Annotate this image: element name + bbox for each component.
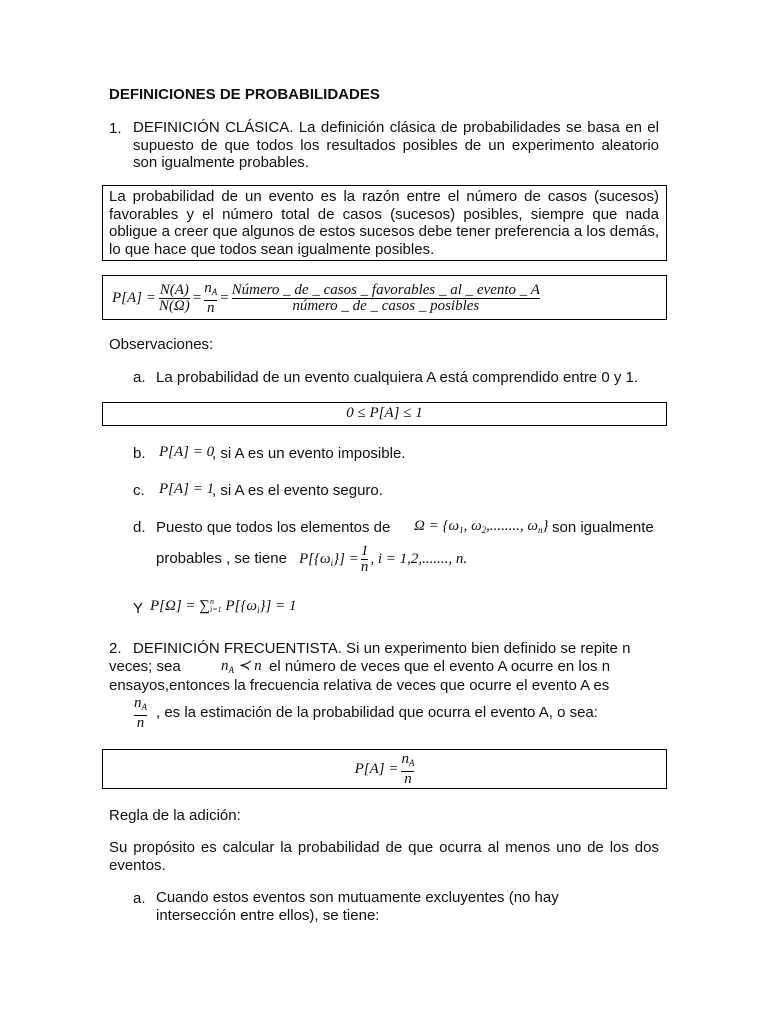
formula-d2 xyxy=(299,541,467,577)
freq-num-sub: A xyxy=(408,757,415,768)
obs-d-label: d. xyxy=(133,519,146,536)
formula-b: P[A] = 0 xyxy=(159,444,215,460)
formula-lhs: P[A] = xyxy=(112,289,156,306)
fr-num-main: n xyxy=(134,695,142,711)
equals-sign: = xyxy=(192,289,202,306)
fr-num xyxy=(134,696,147,715)
omega-sub-1: 1 xyxy=(459,525,464,535)
omega-set-start: Ω = {ω xyxy=(414,518,460,534)
formula-classic xyxy=(112,280,540,316)
freq-num xyxy=(401,752,414,771)
sum-lower: i=1 xyxy=(210,605,222,614)
d2-mid: }] = xyxy=(333,550,359,567)
section2-line4: , es la estimación de la probabilidad que ocurra el evento A, o sea: xyxy=(156,704,598,721)
fraction-na-over-n xyxy=(134,696,147,731)
omega-sub-n: n xyxy=(538,525,543,535)
omega-set-2: , ω xyxy=(463,518,482,534)
fr-den: n xyxy=(134,715,147,731)
omega-set-end: } xyxy=(542,518,549,534)
obs-b-text: , si A es un evento imposible. xyxy=(212,445,406,462)
omega-sub-2: 2 xyxy=(481,525,487,535)
frac2-den: n xyxy=(204,300,217,316)
d2-sub-i: i xyxy=(330,557,334,568)
page-title: DEFINICIONES DE PROBABILIDADES xyxy=(109,86,380,103)
fraction-nA-nOmega xyxy=(159,283,190,314)
frac3-num: Número _ de _ casos _ favorables _ al _ evento _ A xyxy=(231,281,540,298)
formula-range-text: 0 ≤ P[A] ≤ 1 xyxy=(346,405,423,421)
formula-na-prec-n xyxy=(221,656,262,675)
obs-c-label: c. xyxy=(133,482,145,499)
section2-line2b: el número de veces que el evento A ocurre en los n xyxy=(269,658,611,675)
obs-b-label: b. xyxy=(133,445,146,462)
section2-line1: DEFINICIÓN FRECUENTISTA. Si un experimento bien definido se repite n xyxy=(133,640,631,657)
definition-box xyxy=(102,185,667,261)
formula-freq xyxy=(103,752,666,786)
regla-a-label: a. xyxy=(133,890,146,907)
regla-a-text: Cuando estos eventos son mutuamente excluyentes (no hay intersección entre ellos), se tiene: xyxy=(156,889,559,924)
na-main: n xyxy=(221,658,229,674)
d2-num: 1 xyxy=(360,542,369,559)
frac1-num: N(A) xyxy=(159,281,189,298)
definition-text: La probabilidad de un evento es la razón entre el número de casos (sucesos) favorables y el número total de casos (sucesos) posibles, siempre que nada obligue a creer que algunos de estos sucesos debe tener preferencia a los demás, lo que hace que todos sean igualmente posibles. xyxy=(109,188,659,258)
omega-set-dots: ,........, ω xyxy=(486,518,538,534)
formula-range-box xyxy=(102,402,667,426)
obs-c-text: , si A es el evento seguro. xyxy=(212,482,383,499)
section2-line3: ensayos,entonces la frecuencia relativa de veces que ocurre el evento A es xyxy=(109,677,610,694)
obs-d-text2: son igualmente xyxy=(552,519,654,536)
sum-lhs: P[Ω] = ∑ xyxy=(150,598,210,614)
section2-number: 2. xyxy=(109,640,122,657)
frac2-num xyxy=(204,281,217,300)
obs-d-text3: probables , se tiene xyxy=(156,550,287,567)
section2-line2a: veces; sea xyxy=(109,658,181,675)
fraction-na-over-n-inner xyxy=(134,696,147,731)
regla-text: Su propósito es calcular la probabilidad de que ocurra al menos uno de los dos eventos. xyxy=(109,839,659,874)
freq-lhs: P[A] = xyxy=(354,760,399,777)
freq-fraction xyxy=(401,752,414,787)
d2-rest: , i = 1,2,......., n. xyxy=(370,550,468,567)
d2-lhs: P[{ω xyxy=(299,550,331,567)
sum-upper: n xyxy=(210,597,214,606)
sum-limits xyxy=(210,598,222,614)
freq-den: n xyxy=(401,771,414,787)
equals-sign-2: = xyxy=(220,289,229,306)
na-sub: A xyxy=(228,665,234,675)
formula-omega-set xyxy=(414,518,549,535)
obs-a-label: a. xyxy=(133,369,146,386)
sum-sub-i: i xyxy=(256,605,260,615)
freq-num-main: n xyxy=(401,750,409,767)
prec-n: ≺ n xyxy=(237,658,262,674)
formula-d2-lhs xyxy=(299,551,359,568)
frac2-num-sub: A xyxy=(211,286,218,297)
obs-a-text: La probabilidad de un evento cualquiera A está comprendido entre 0 y 1. xyxy=(156,369,639,386)
fr-num-sub: A xyxy=(141,702,147,712)
y-label: Y xyxy=(133,600,144,617)
observaciones-label: Observaciones: xyxy=(109,336,214,353)
frac2-num-main: n xyxy=(204,279,212,296)
formula-sum xyxy=(150,598,296,615)
formula-c: P[A] = 1 xyxy=(159,481,215,497)
fraction-1-n xyxy=(361,544,369,575)
fraction-na-n xyxy=(204,281,217,316)
frac1-den: N(Ω) xyxy=(158,297,190,314)
d2-den: n xyxy=(360,558,369,575)
fraction-words xyxy=(232,283,540,314)
formula-freq-box xyxy=(102,749,667,789)
formula-classic-box xyxy=(102,275,667,320)
regla-label: Regla de la adición: xyxy=(109,807,241,824)
section1-text: DEFINICIÓN CLÁSICA. La definición clásica de probabilidades se basa en el supuesto de que todos los resultados posibles de un experimento aleatorio son igualmente probables. xyxy=(133,119,659,171)
formula-range xyxy=(103,405,666,422)
sum-rest: P[{ω xyxy=(225,598,257,614)
sum-end: }] = 1 xyxy=(259,598,297,614)
section1-number: 1. xyxy=(109,120,122,137)
obs-d-text1: Puesto que todos los elementos de xyxy=(156,519,391,536)
frac3-den: número _ de _ casos _ posibles xyxy=(232,298,540,314)
